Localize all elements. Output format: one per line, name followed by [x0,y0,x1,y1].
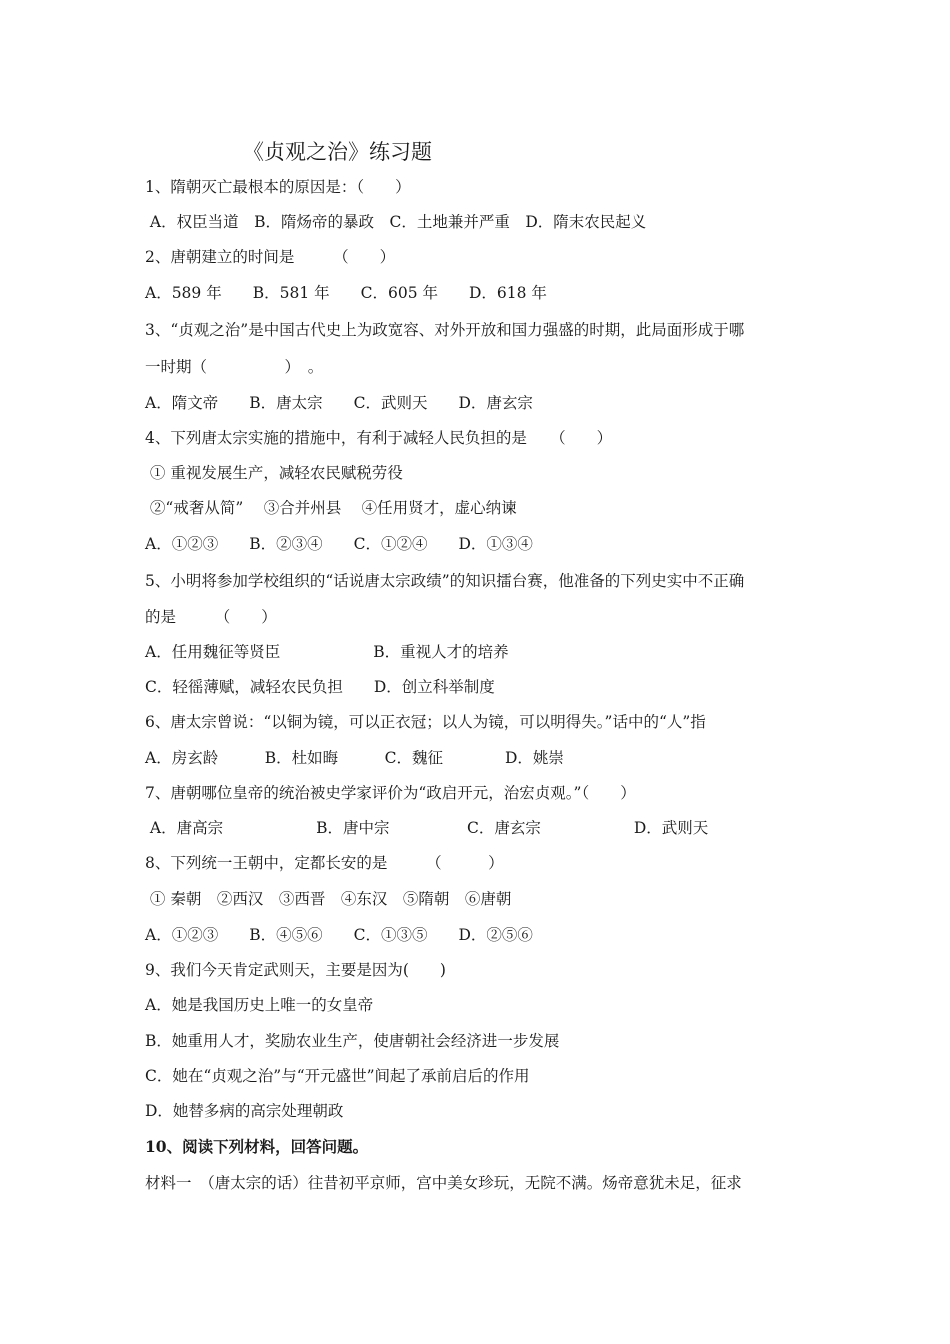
question-2-options: A．589 年 B．581 年 C．605 年 D．618 年 [145,284,547,302]
question-2: 2、唐朝建立的时间是 （ ） [145,248,396,266]
question-7-options: A．唐高宗 B．唐中宗 C．唐玄宗 D．武则天 [145,819,709,837]
question-3-cont: 一时期（ ） 。 [145,358,324,376]
question-9: 9、我们今天肯定武则天，主要是因为( ) [145,961,446,979]
question-7: 7、唐朝哪位皇帝的统治被史学家评价为“政启开元，治宏贞观。”（ ） [145,784,636,802]
question-9-option-d: D．她替多病的高宗处理朝政 [145,1102,344,1120]
question-4: 4、下列唐太宗实施的措施中，有利于减轻人民负担的是 （ ） [145,429,613,447]
question-4-options: A．①②③ B．②③④ C．①②④ D．①③④ [145,535,533,553]
page-title: 《贞观之治》练习题 [243,140,432,164]
question-5-options-cd: C．轻徭薄赋，减轻农民负担 D．创立科举制度 [145,678,495,696]
question-6: 6、唐太宗曾说：“以铜为镜，可以正衣冠；以人为镜，可以明得失。”话中的“人”指 [145,713,706,731]
question-10: 10、阅读下列材料，回答问题。 [145,1137,369,1156]
question-4-item-1: ① 重视发展生产，减轻农民赋税劳役 [145,464,403,482]
question-6-options: A．房玄龄 B．杜如晦 C．魏征 D．姚崇 [145,749,564,767]
question-9-option-c: C．她在“贞观之治”与“开元盛世”间起了承前启后的作用 [145,1067,530,1085]
material-1: 材料一 （唐太宗的话）往昔初平京师，宫中美女珍玩，无院不满。炀帝意犹未足，征求 [145,1174,742,1192]
question-9-option-b: B．她重用人才，奖励农业生产，使唐朝社会经济进一步发展 [145,1032,560,1050]
question-8-options: A．①②③ B．④⑤⑥ C．①③⑤ D．②⑤⑥ [145,926,533,944]
question-1: 1、隋朝灭亡最根本的原因是：（ ） [145,178,411,196]
question-5: 5、小明将参加学校组织的“话说唐太宗政绩”的知识擂台赛，他准备的下列史实中不正确 [145,572,745,590]
question-5-options-ab: A．任用魏征等贤臣 B．重视人才的培养 [145,643,509,661]
question-1-options: A．权臣当道 B．隋炀帝的暴政 C．土地兼并严重 D．隋末农民起义 [145,213,647,231]
question-9-option-a: A．她是我国历史上唯一的女皇帝 [145,996,374,1014]
question-3: 3、“贞观之治”是中国古代史上为政宽容、对外开放和国力强盛的时期，此局面形成于哪 [145,321,745,339]
question-8: 8、下列统一王朝中，定都长安的是 （ ） [145,854,504,872]
question-4-items: ②“戒奢从简” ③合并州县 ④任用贤才，虚心纳谏 [145,499,517,517]
question-3-options: A．隋文帝 B．唐太宗 C．武则天 D．唐玄宗 [145,394,533,412]
question-5-cont: 的是 （ ） [145,608,277,626]
question-8-items: ① 秦朝 ②西汉 ③西晋 ④东汉 ⑤隋朝 ⑥唐朝 [145,890,512,908]
